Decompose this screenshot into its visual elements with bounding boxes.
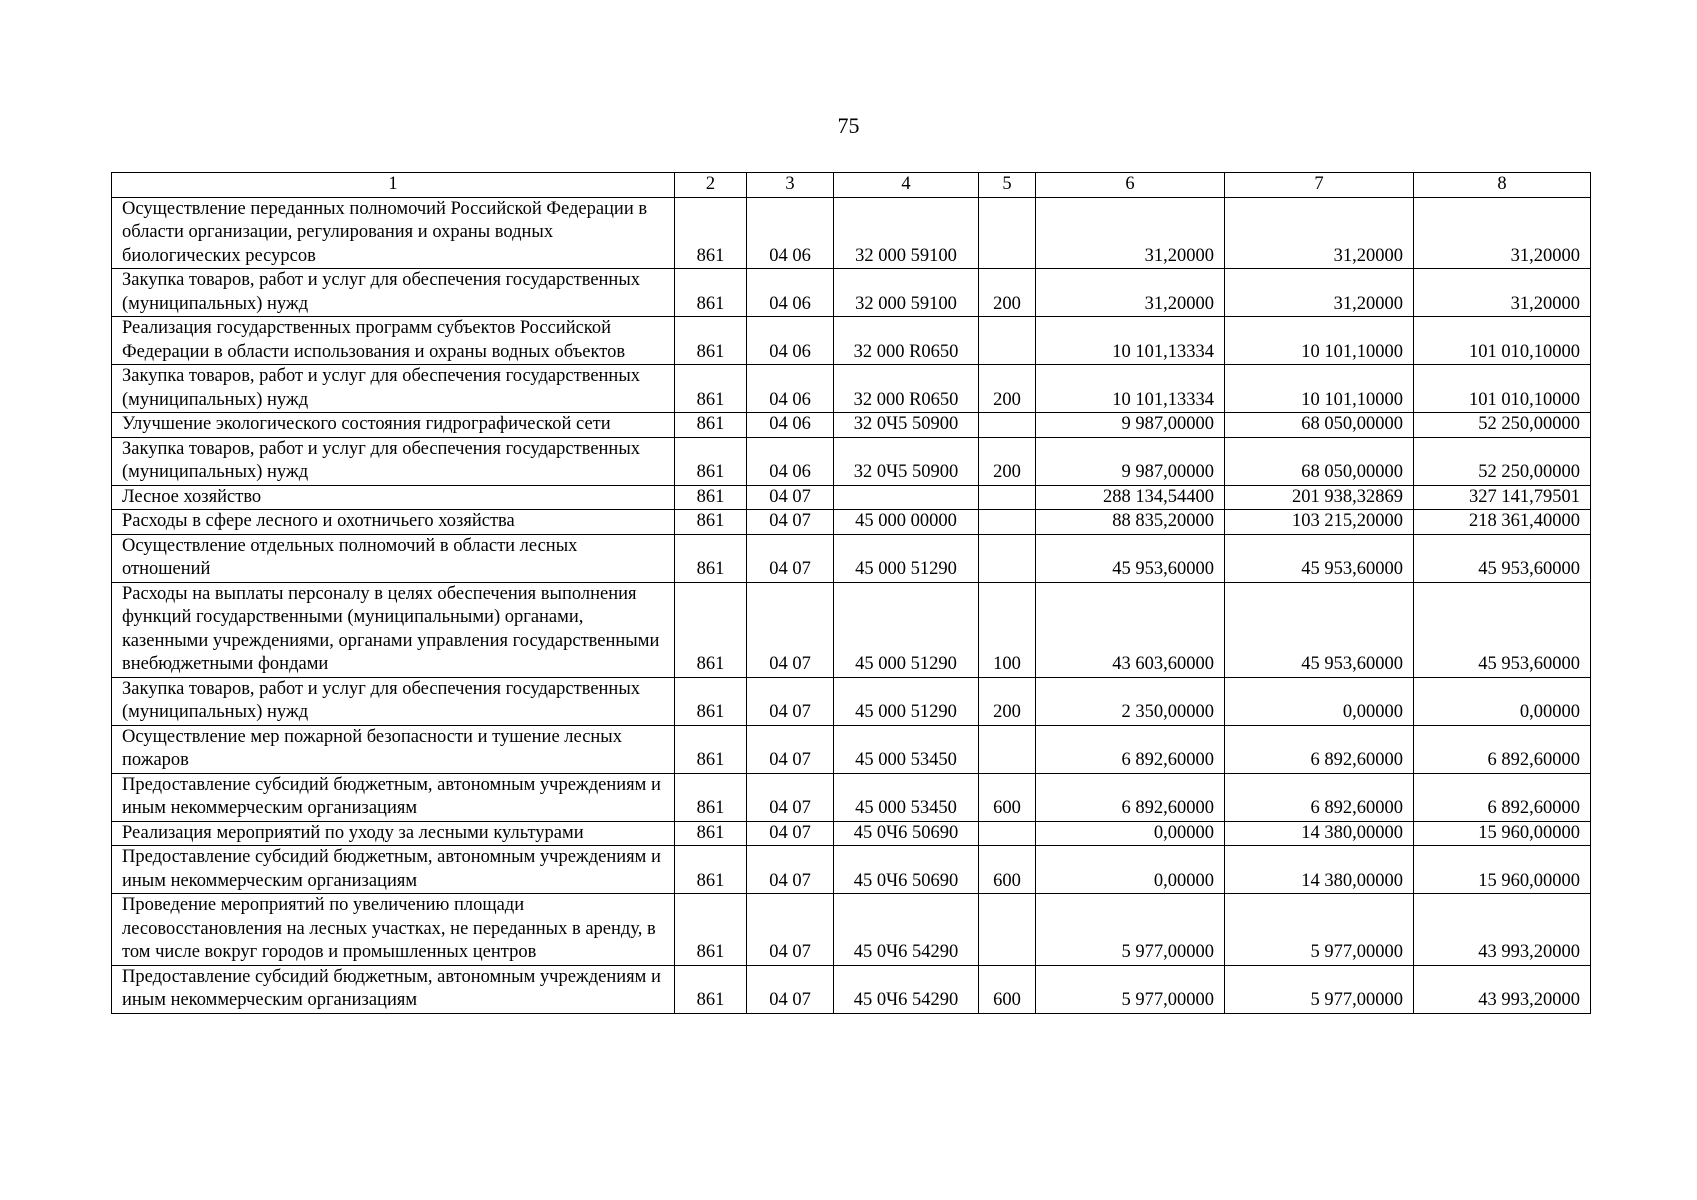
admin-code-cell: 861 <box>675 413 747 438</box>
target-article-cell: 45 0Ч6 54290 <box>834 894 979 966</box>
target-article-cell: 32 000 59100 <box>834 197 979 269</box>
expense-type-cell: 200 <box>979 437 1036 485</box>
target-article-cell: 32 000 R0650 <box>834 317 979 365</box>
amount-col6-cell: 288 134,54400 <box>1036 485 1225 510</box>
target-article-cell: 32 0Ч5 50900 <box>834 413 979 438</box>
amount-col6-cell: 31,20000 <box>1036 197 1225 269</box>
amount-col8-cell: 31,20000 <box>1414 269 1591 317</box>
admin-code-cell: 861 <box>675 846 747 894</box>
table-row <box>112 510 1591 535</box>
expense-type-cell <box>979 413 1036 438</box>
expense-type-cell: 200 <box>979 365 1036 413</box>
column-header: 1 <box>112 173 675 198</box>
expense-type-cell: 600 <box>979 773 1036 821</box>
expense-type-cell <box>979 534 1036 582</box>
table-row <box>112 365 1591 413</box>
amount-col7-cell: 10 101,10000 <box>1225 365 1414 413</box>
target-article-cell: 45 000 51290 <box>834 677 979 725</box>
amount-col7-cell: 5 977,00000 <box>1225 894 1414 966</box>
column-header: 3 <box>747 173 834 198</box>
admin-code-cell: 861 <box>675 197 747 269</box>
section-code-cell: 04 07 <box>747 582 834 677</box>
amount-col6-cell: 6 892,60000 <box>1036 725 1225 773</box>
section-code-cell: 04 07 <box>747 485 834 510</box>
admin-code-cell: 861 <box>675 485 747 510</box>
table-row <box>112 197 1591 269</box>
amount-col8-cell: 43 993,20000 <box>1414 894 1591 966</box>
section-code-cell: 04 07 <box>747 821 834 846</box>
expense-name-cell: Улучшение экологического состояния гидрографической сети <box>112 413 675 438</box>
section-code-cell: 04 07 <box>747 510 834 535</box>
expense-type-cell: 100 <box>979 582 1036 677</box>
target-article-cell <box>834 485 979 510</box>
section-code-cell: 04 07 <box>747 846 834 894</box>
amount-col8-cell: 52 250,00000 <box>1414 413 1591 438</box>
amount-col7-cell: 103 215,20000 <box>1225 510 1414 535</box>
section-code-cell: 04 07 <box>747 725 834 773</box>
amount-col8-cell: 45 953,60000 <box>1414 534 1591 582</box>
admin-code-cell: 861 <box>675 821 747 846</box>
expense-name-cell: Лесное хозяйство <box>112 485 675 510</box>
table-row <box>112 965 1591 1013</box>
table-header-row <box>112 173 1591 198</box>
amount-col6-cell: 10 101,13334 <box>1036 365 1225 413</box>
admin-code-cell: 861 <box>675 534 747 582</box>
expense-type-cell: 600 <box>979 846 1036 894</box>
amount-col7-cell: 14 380,00000 <box>1225 821 1414 846</box>
amount-col6-cell: 43 603,60000 <box>1036 582 1225 677</box>
target-article-cell: 32 0Ч5 50900 <box>834 437 979 485</box>
table-row <box>112 485 1591 510</box>
amount-col7-cell: 201 938,32869 <box>1225 485 1414 510</box>
expense-type-cell <box>979 485 1036 510</box>
table-row <box>112 437 1591 485</box>
amount-col8-cell: 45 953,60000 <box>1414 582 1591 677</box>
section-code-cell: 04 07 <box>747 965 834 1013</box>
table-row <box>112 725 1591 773</box>
table-row <box>112 846 1591 894</box>
amount-col7-cell: 5 977,00000 <box>1225 965 1414 1013</box>
expense-name-cell: Расходы на выплаты персоналу в целях обеспечения выполнения функций государственными (муниципальными) органами, казенными учреждениями, органами управления государственными внебюджетными фондами <box>112 582 675 677</box>
expense-name-cell: Закупка товаров, работ и услуг для обеспечения государственных (муниципальных) нужд <box>112 437 675 485</box>
admin-code-cell: 861 <box>675 317 747 365</box>
expense-type-cell <box>979 317 1036 365</box>
amount-col8-cell: 101 010,10000 <box>1414 317 1591 365</box>
target-article-cell: 45 000 53450 <box>834 773 979 821</box>
page-number: 75 <box>837 113 860 138</box>
expense-name-cell: Закупка товаров, работ и услуг для обеспечения государственных (муниципальных) нужд <box>112 365 675 413</box>
section-code-cell: 04 06 <box>747 269 834 317</box>
amount-col8-cell: 101 010,10000 <box>1414 365 1591 413</box>
section-code-cell: 04 07 <box>747 534 834 582</box>
expense-type-cell <box>979 510 1036 535</box>
amount-col6-cell: 5 977,00000 <box>1036 965 1225 1013</box>
admin-code-cell: 861 <box>675 965 747 1013</box>
section-code-cell: 04 06 <box>747 317 834 365</box>
expense-name-cell: Осуществление отдельных полномочий в области лесных отношений <box>112 534 675 582</box>
expense-name-cell: Закупка товаров, работ и услуг для обеспечения государственных (муниципальных) нужд <box>112 269 675 317</box>
admin-code-cell: 861 <box>675 510 747 535</box>
expense-type-cell: 200 <box>979 677 1036 725</box>
admin-code-cell: 861 <box>675 725 747 773</box>
amount-col7-cell: 68 050,00000 <box>1225 413 1414 438</box>
admin-code-cell: 861 <box>675 894 747 966</box>
expense-name-cell: Предоставление субсидий бюджетным, автономным учреждениям и иным некоммерческим организациям <box>112 965 675 1013</box>
amount-col8-cell: 15 960,00000 <box>1414 846 1591 894</box>
table-row <box>112 821 1591 846</box>
section-code-cell: 04 06 <box>747 413 834 438</box>
table-row <box>112 317 1591 365</box>
target-article-cell: 45 0Ч6 50690 <box>834 821 979 846</box>
target-article-cell: 45 000 51290 <box>834 582 979 677</box>
admin-code-cell: 861 <box>675 773 747 821</box>
amount-col6-cell: 0,00000 <box>1036 846 1225 894</box>
column-header: 2 <box>675 173 747 198</box>
table-row <box>112 582 1591 677</box>
amount-col6-cell: 5 977,00000 <box>1036 894 1225 966</box>
admin-code-cell: 861 <box>675 677 747 725</box>
amount-col6-cell: 6 892,60000 <box>1036 773 1225 821</box>
amount-col7-cell: 6 892,60000 <box>1225 773 1414 821</box>
column-header: 6 <box>1036 173 1225 198</box>
expense-type-cell <box>979 821 1036 846</box>
section-code-cell: 04 07 <box>747 773 834 821</box>
budget-table <box>111 172 1591 1014</box>
target-article-cell: 32 000 R0650 <box>834 365 979 413</box>
admin-code-cell: 861 <box>675 582 747 677</box>
amount-col8-cell: 0,00000 <box>1414 677 1591 725</box>
amount-col8-cell: 43 993,20000 <box>1414 965 1591 1013</box>
amount-col7-cell: 45 953,60000 <box>1225 582 1414 677</box>
amount-col6-cell: 10 101,13334 <box>1036 317 1225 365</box>
expense-type-cell <box>979 725 1036 773</box>
amount-col7-cell: 6 892,60000 <box>1225 725 1414 773</box>
expense-type-cell: 600 <box>979 965 1036 1013</box>
section-code-cell: 04 07 <box>747 894 834 966</box>
expense-type-cell <box>979 197 1036 269</box>
admin-code-cell: 861 <box>675 437 747 485</box>
amount-col7-cell: 31,20000 <box>1225 269 1414 317</box>
target-article-cell: 45 000 51290 <box>834 534 979 582</box>
amount-col8-cell: 15 960,00000 <box>1414 821 1591 846</box>
amount-col7-cell: 0,00000 <box>1225 677 1414 725</box>
amount-col6-cell: 9 987,00000 <box>1036 413 1225 438</box>
expense-name-cell: Реализация мероприятий по уходу за лесными культурами <box>112 821 675 846</box>
amount-col6-cell: 2 350,00000 <box>1036 677 1225 725</box>
column-header: 7 <box>1225 173 1414 198</box>
expense-name-cell: Осуществление мер пожарной безопасности и тушение лесных пожаров <box>112 725 675 773</box>
column-header: 4 <box>834 173 979 198</box>
amount-col6-cell: 9 987,00000 <box>1036 437 1225 485</box>
amount-col6-cell: 45 953,60000 <box>1036 534 1225 582</box>
table-row <box>112 413 1591 438</box>
expense-type-cell: 200 <box>979 269 1036 317</box>
section-code-cell: 04 06 <box>747 437 834 485</box>
expense-name-cell: Реализация государственных программ субъектов Российской Федерации в области использования и охраны водных объектов <box>112 317 675 365</box>
target-article-cell: 45 0Ч6 50690 <box>834 846 979 894</box>
amount-col8-cell: 52 250,00000 <box>1414 437 1591 485</box>
expense-name-cell: Проведение мероприятий по увеличению площади лесовосстановления на лесных участках, не переданных в аренду, в том числе вокруг городов и промышленных центров <box>112 894 675 966</box>
table-body <box>112 173 1591 1014</box>
expense-name-cell: Осуществление переданных полномочий Российской Федерации в области организации, регулирования и охраны водных биологических ресурсов <box>112 197 675 269</box>
amount-col7-cell: 14 380,00000 <box>1225 846 1414 894</box>
target-article-cell: 45 0Ч6 54290 <box>834 965 979 1013</box>
table-row <box>112 773 1591 821</box>
expense-type-cell <box>979 894 1036 966</box>
target-article-cell: 45 000 53450 <box>834 725 979 773</box>
expense-name-cell: Закупка товаров, работ и услуг для обеспечения государственных (муниципальных) нужд <box>112 677 675 725</box>
expense-name-cell: Расходы в сфере лесного и охотничьего хозяйства <box>112 510 675 535</box>
amount-col8-cell: 327 141,79501 <box>1414 485 1591 510</box>
amount-col8-cell: 31,20000 <box>1414 197 1591 269</box>
section-code-cell: 04 07 <box>747 677 834 725</box>
section-code-cell: 04 06 <box>747 365 834 413</box>
admin-code-cell: 861 <box>675 269 747 317</box>
amount-col7-cell: 45 953,60000 <box>1225 534 1414 582</box>
amount-col6-cell: 88 835,20000 <box>1036 510 1225 535</box>
target-article-cell: 32 000 59100 <box>834 269 979 317</box>
column-header: 5 <box>979 173 1036 198</box>
amount-col6-cell: 0,00000 <box>1036 821 1225 846</box>
table-row <box>112 894 1591 966</box>
amount-col8-cell: 6 892,60000 <box>1414 773 1591 821</box>
amount-col8-cell: 6 892,60000 <box>1414 725 1591 773</box>
expense-name-cell: Предоставление субсидий бюджетным, автономным учреждениям и иным некоммерческим организациям <box>112 846 675 894</box>
amount-col7-cell: 10 101,10000 <box>1225 317 1414 365</box>
target-article-cell: 45 000 00000 <box>834 510 979 535</box>
table-row <box>112 677 1591 725</box>
amount-col7-cell: 31,20000 <box>1225 197 1414 269</box>
admin-code-cell: 861 <box>675 365 747 413</box>
amount-col6-cell: 31,20000 <box>1036 269 1225 317</box>
amount-col8-cell: 218 361,40000 <box>1414 510 1591 535</box>
table-row <box>112 269 1591 317</box>
section-code-cell: 04 06 <box>747 197 834 269</box>
table-row <box>112 534 1591 582</box>
column-header: 8 <box>1414 173 1591 198</box>
amount-col7-cell: 68 050,00000 <box>1225 437 1414 485</box>
expense-name-cell: Предоставление субсидий бюджетным, автономным учреждениям и иным некоммерческим организациям <box>112 773 675 821</box>
